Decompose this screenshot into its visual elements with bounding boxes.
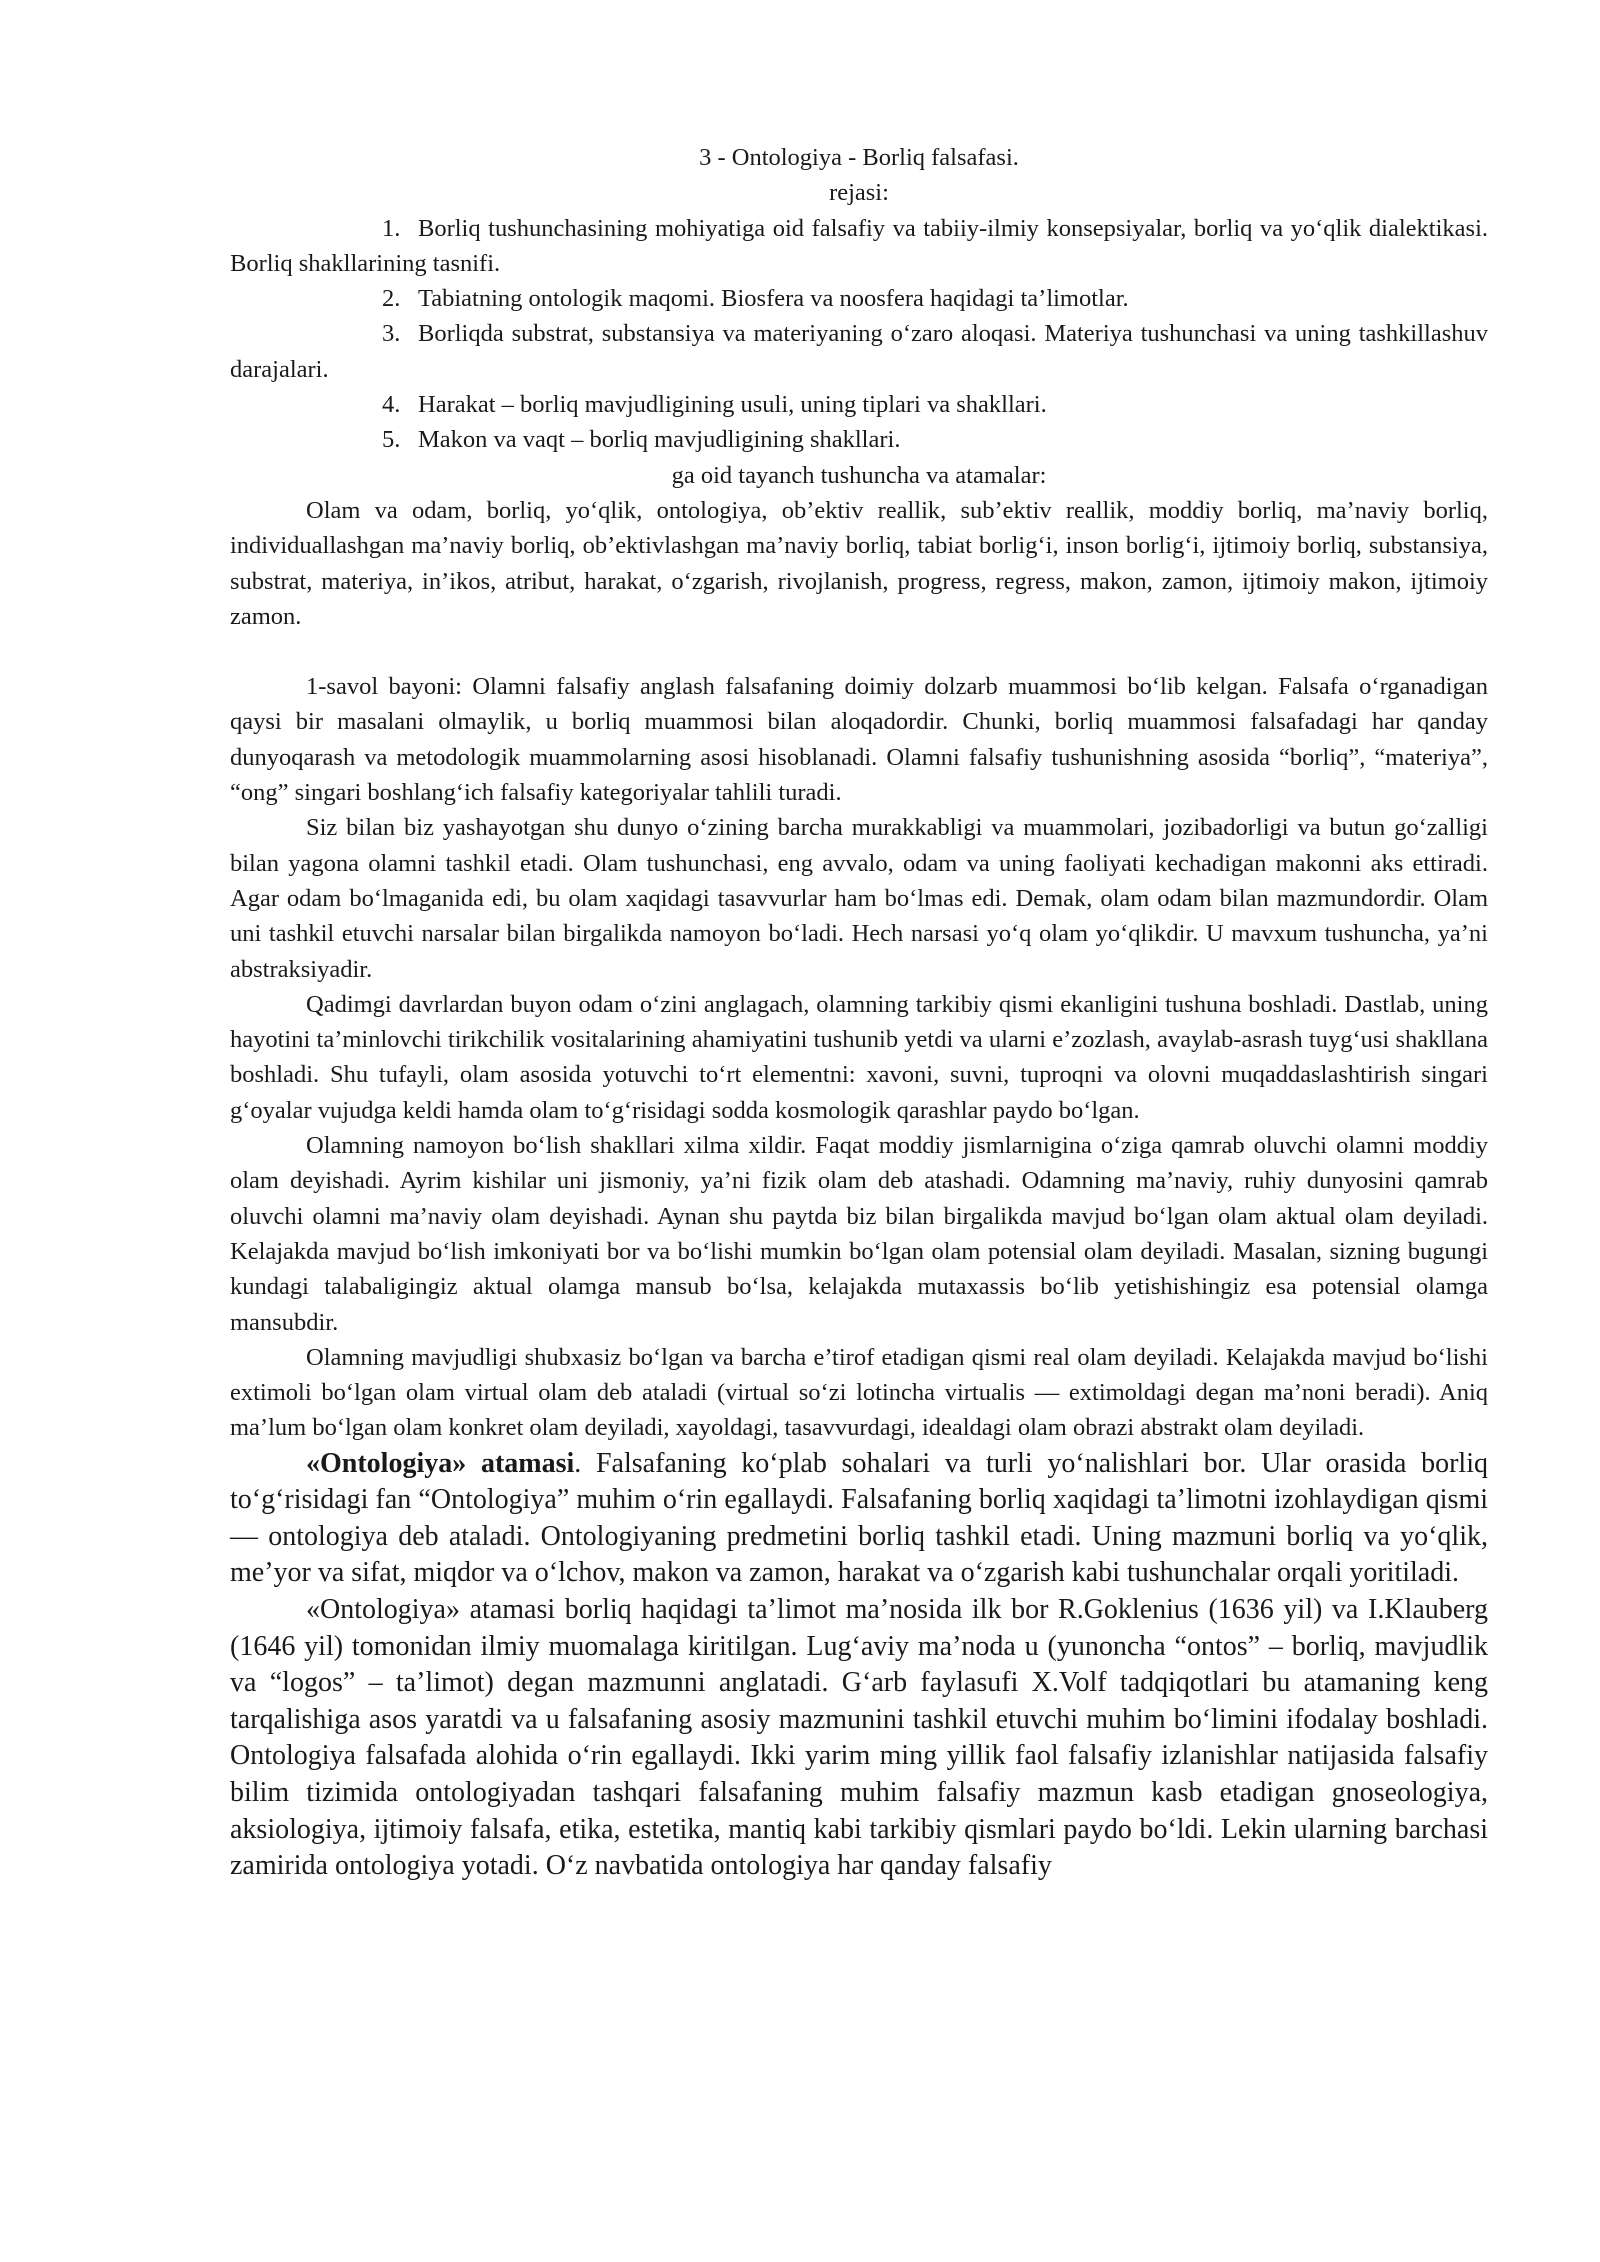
plan-item-text: Tabiatning ontologik maqomi. Biosfera va noosfera haqidagi ta’limotlar. <box>418 285 1129 313</box>
page-title: 3 - Ontologiya - Borliq falsafasi. <box>699 144 1019 171</box>
plan-item-number: 4. <box>382 391 401 419</box>
plan-item-number: 2. <box>382 285 401 313</box>
plan-item-number: 3. <box>382 320 401 348</box>
body-paragraph: Siz bilan biz yashayotgan shu dunyo o‘zining barcha murakkabligi va muammolari, jozibadorligi va butun go‘zalligi bilan yagona olamni tashkil etadi. Olam tushunchasi, eng avvalo, odam va uning faoliyati kechadigan makonni aks ettiradi. Agar odam bo‘lmaganida edi, bu olam xaqidagi tasavvurlar ham bo‘lmas edi. Demak, olam odam bilan mazmundordir. Olam uni tashkil etuvchi narsalar bilan birgalikda namoyon bo‘ladi. Hech narsasi yo‘q olam yo‘qlikdir. U mavxum tushuncha, ya’ni abstraksiyadir. <box>230 814 1488 983</box>
plan-item <box>230 281 1488 316</box>
spacer <box>230 634 1488 669</box>
ontology-paragraph-text: . Falsafaning ko‘plab sohalari va turli yo‘nalishlari bor. Ular orasida borliq to‘g‘risidagi fan “Ontologiya” muhim o‘rin egallaydi. Falsafaning borliq xaqidagi ta’limotni izohlaydigan qismi — ontologiya deb ataladi. Ontologiyaning predmetini borliq tashkil etadi. Uning mazmuni borliq va yo‘qlik, me’yor va sifat, miqdor va o‘lchov, makon va zamon, harakat va o‘zgarish kabi tushunchalar orqali yoritiladi. <box>230 1447 1488 1589</box>
plan-item <box>230 316 1488 387</box>
body-paragraph: Olamning namoyon bo‘lish shakllari xilma xildir. Faqat moddiy jismlarnigina o‘ziga qamrab oluvchi olamni moddiy olam deyishadi. Ayrim kishilar uni jismoniy, ya’ni fizik olam deb atashadi. Odamning ma’naviy, ruhiy dunyosini qamrab oluvchi olamni ma’naviy olam deyishadi. Aynan shu paytda biz bilan birgalikda mavjud bo‘lgan olam aktual olam deyiladi. Kelajakda mavjud bo‘lish imkoniyati bor va bo‘lishi mumkin bo‘lgan olam potensial olam deyiladi. Masalan, sizning bugungi kundagi talabaligingiz aktual olamga mansub bo‘lsa, kelajakda mutaxassis bo‘lib yetishishingiz esa potensial olamga mansubdir. <box>230 1132 1488 1336</box>
plan-item-text: Makon va vaqt – borliq mavjudligining shakllari. <box>418 426 901 454</box>
plan-item <box>230 387 1488 422</box>
body-paragraph: «Ontologiya» atamasi borliq haqidagi ta’limot ma’nosida ilk bor R.Goklenius (1636 yil) va I.Klauberg (1646 yil) tomonidan ilmiy muomalaga kiritilgan. Lug‘aviy ma’noda u (yunoncha “ontos” – borliq, mavjudlik va “logos” – ta’limot) degan mazmunni anglatadi. G‘arb faylasufi X.Volf tadqiqotlari bu atamaning keng tarqalishiga asos yaratdi va u falsafaning asosiy mazmunini tashkil etuvchi muhim bo‘limini ifodalay boshladi. Ontologiya falsafada alohida o‘rin egallaydi. Ikki yarim ming yillik faol falsafiy izlanishlar natijasida falsafiy bilim tizimida ontologiyadan tashqari falsafaning muhim falsafiy mazmun kasb etadigan gnoseologiya, aksiologiya, ijtimoiy falsafa, etika, estetika, mantiq kabi tarkibiy qismlari paydo bo‘ldi. Lekin ularning barchasi zamirida ontologiya yotadi. O‘z navbatida ontologiya har qanday falsafiy <box>230 1594 1488 1882</box>
document-page <box>230 140 1488 1885</box>
body-paragraph: Qadimgi davrlardan buyon odam o‘zini anglagach, olamning tarkibiy qismi ekanligini tushuna boshladi. Dastlab, uning hayotini ta’minlovchi tirikchilik vositalarining ahamiyatini tushunib yetdi va ularni e’zozlash, avaylab-asrash tuyg‘usi shakllana boshladi. Shu tufayli, olam asosida yotuvchi to‘rt elementni: xavoni, suvni, tuproqni va olovni muqaddaslashtirish singari g‘oyalar vujudga keldi hamda olam to‘g‘risidagi sodda kosmologik qarashlar paydo bo‘lgan. <box>230 990 1488 1124</box>
terms-paragraph: Olam va odam, borliq, yo‘qlik, ontologiya, ob’ektiv reallik, sub’ektiv reallik, moddiy borliq, ma’naviy borliq, individuallashgan ma’naviy borliq, ob’ektivlashgan ma’naviy borliq, tabiat borlig‘i, inson borlig‘i, ijtimoiy borliq, substansiya, substrat, materiya, in’ikos, atribut, harakat, o‘zgarish, rivojlanish, progress, regress, makon, zamon, ijtimoiy makon, ijtimoiy zamon. <box>230 496 1488 630</box>
body-paragraph: 1-savol bayoni: Olamni falsafiy anglash falsafaning doimiy dolzarb muammosi bo‘lib kelgan. Falsafa o‘rganadigan qaysi bir masalani olmaylik, u borliq muammosi bilan aloqadordir. Chunki, borliq muammosi falsafadagi har qanday dunyoqarash va metodologik muammolarning asosi hisoblanadi. Olamni falsafiy tushunishning asosida “borliq”, “materiya”, “ong” singari boshlang‘ich falsafiy kategoriyalar tahlili turadi. <box>230 673 1488 807</box>
plan-item <box>230 211 1488 282</box>
plan-list <box>230 211 1488 458</box>
ontology-paragraph <box>230 1446 1488 1592</box>
plan-item <box>230 422 1488 457</box>
body-paragraph: Olamning mavjudligi shubxasiz bo‘lgan va barcha e’tirof etadigan qismi real olam deyiladi. Kelajakda mavjud bo‘lishi extimoli bo‘lgan olam virtual olam deb ataladi (virtual so‘zi lotincha virtualis — extimoldagi degan ma’noni beradi). Aniq ma’lum bo‘lgan olam konkret olam deyiladi, xayoldagi, tasavvurdagi, idealdagi olam obrazi abstrakt olam deyiladi. <box>230 1343 1488 1442</box>
plan-subtitle: rejasi: <box>829 179 889 207</box>
plan-item-text: Borliqda substrat, substansiya va materiyaning o‘zaro aloqasi. Materiya tushunchasi va uning tashkillashuv darajalari. <box>230 320 1488 383</box>
plan-item-text: Borliq tushunchasining mohiyatiga oid falsafiy va tabiiy-ilmiy konsepsiyalar, borliq va yo‘qlik dialektikasi. Borliq shakllarining tasnifi. <box>230 214 1488 277</box>
plan-item-number: 1. <box>382 214 401 242</box>
plan-item-number: 5. <box>382 426 401 454</box>
terms-heading: ga oid tayanch tushuncha va atamalar: <box>671 461 1047 489</box>
ontology-term-heading: «Ontologiya» atamasi <box>306 1447 575 1479</box>
plan-item-text: Harakat – borliq mavjudligining usuli, uning tiplari va shakllari. <box>418 391 1047 419</box>
